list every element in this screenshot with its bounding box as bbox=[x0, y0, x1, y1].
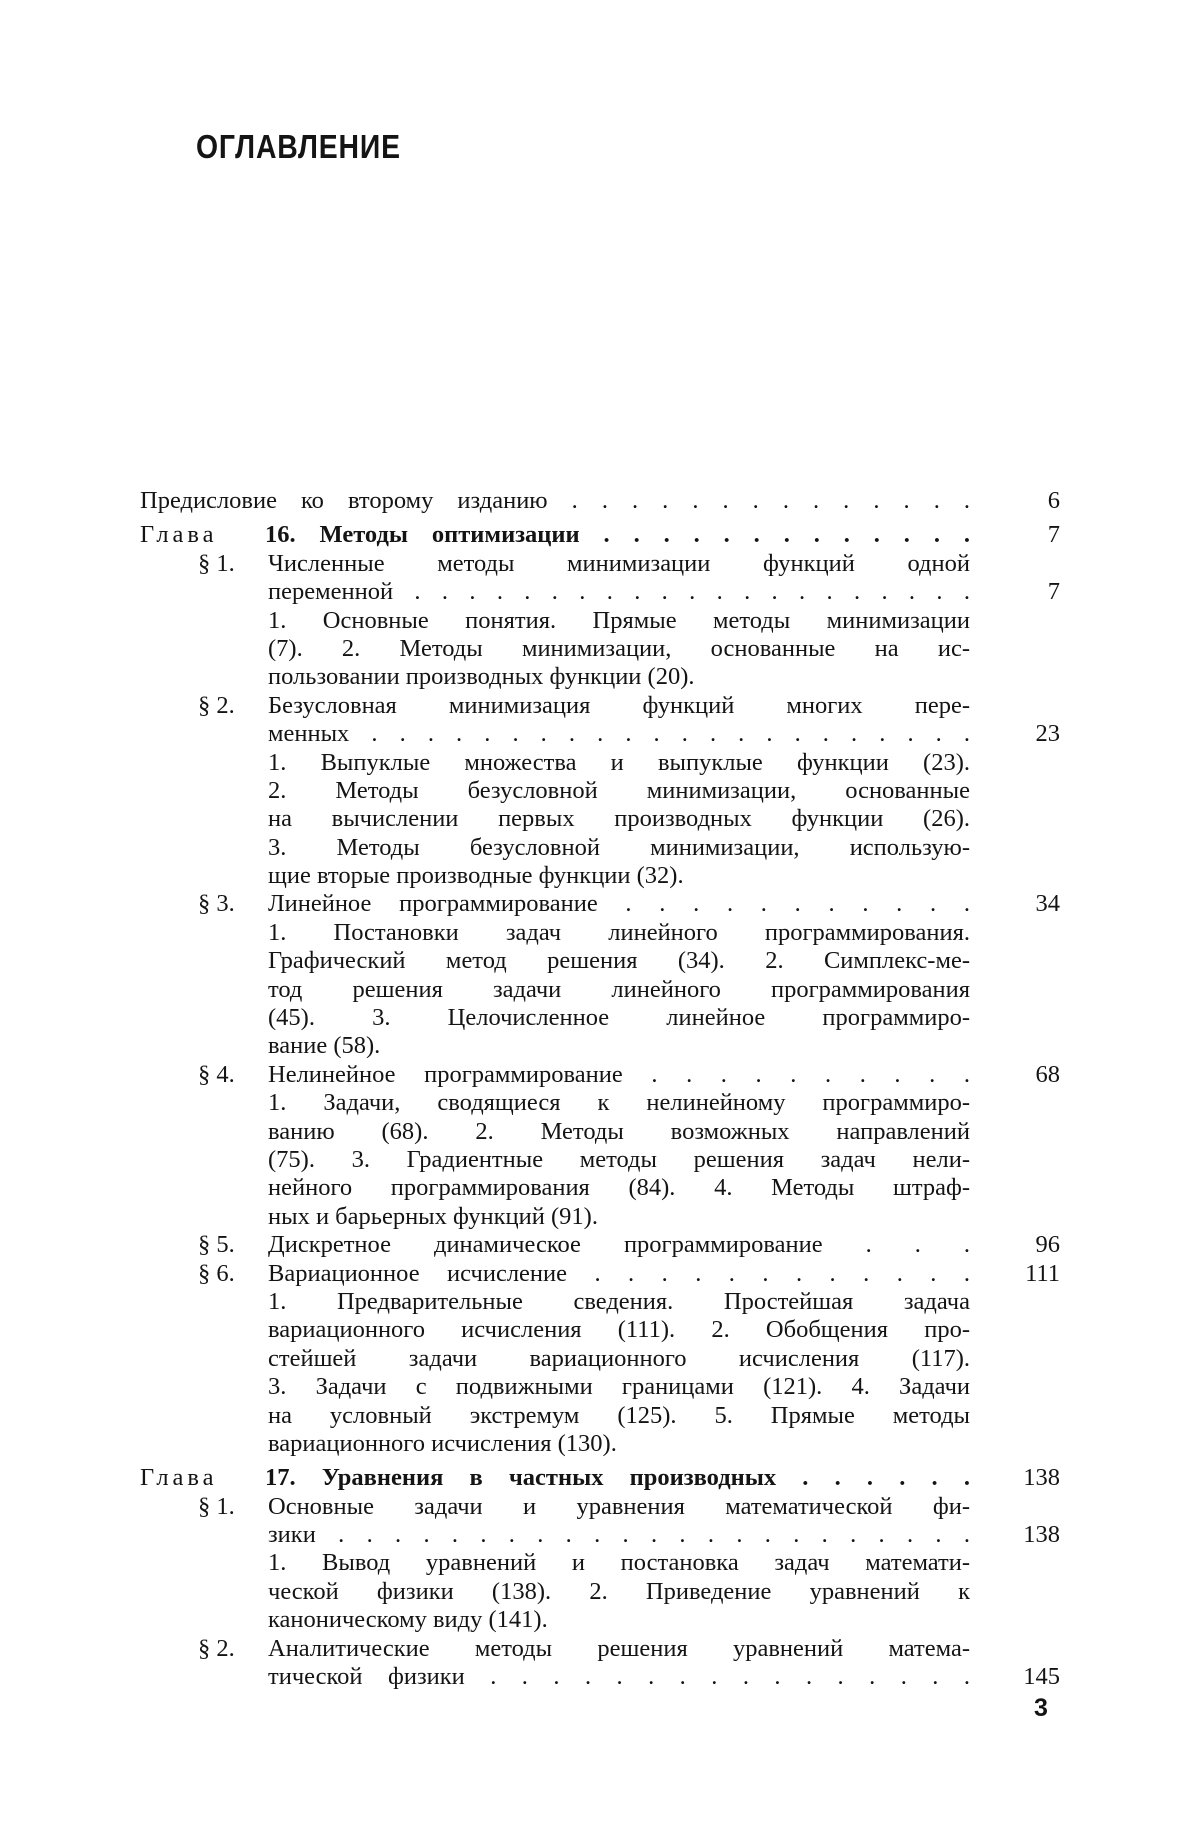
toc-entry-text: 1. Основные понятия. Прямые методы минимизации bbox=[268, 606, 970, 634]
toc-line bbox=[140, 1493, 1060, 1521]
toc-line bbox=[140, 862, 1060, 890]
section-number: § 2. bbox=[198, 1634, 235, 1662]
toc-entry-text: вание (58). bbox=[268, 1032, 381, 1060]
chapter-label: Глава bbox=[140, 521, 218, 549]
page-number: 3 bbox=[1034, 1694, 1048, 1722]
toc-line bbox=[140, 1203, 1060, 1231]
toc-entry-text: Основные задачи и уравнения математической фи- bbox=[268, 1492, 970, 1520]
chapter-title: 16. Методы оптимизации . . . . . . . . . . . . . bbox=[265, 521, 970, 549]
toc-page-number: 138 bbox=[1023, 1521, 1060, 1549]
toc-line bbox=[140, 1118, 1060, 1146]
toc-entry-text: стейшей задачи вариационного исчисления (117). bbox=[268, 1344, 970, 1372]
toc-line bbox=[140, 919, 1060, 947]
section-number: § 2. bbox=[198, 691, 235, 719]
toc-entry-text: Аналитические методы решения уравнений матема- bbox=[268, 1634, 970, 1662]
toc-line bbox=[140, 1606, 1060, 1634]
toc-line bbox=[140, 1316, 1060, 1344]
toc-entry-text: менных . . . . . . . . . . . . . . . . . . . . . . bbox=[268, 720, 970, 748]
toc-line bbox=[140, 777, 1060, 805]
toc-entry-text: пользовании производных функции (20). bbox=[268, 663, 695, 691]
toc-line bbox=[140, 487, 1060, 515]
toc-line bbox=[140, 521, 1060, 549]
toc-entry-text: 1. Задачи, сводящиеся к нелинейному программиро- bbox=[268, 1089, 970, 1117]
toc-entry-text: 1. Вывод уравнений и постановка задач математи- bbox=[268, 1549, 970, 1577]
chapter-label: Глава bbox=[140, 1464, 218, 1492]
toc-entry-text: 1. Постановки задач линейного программирования. bbox=[268, 918, 970, 946]
toc-line bbox=[140, 1231, 1060, 1259]
toc-line bbox=[140, 1464, 1060, 1492]
toc-entry-text: вариационного исчисления (111). 2. Обобщения про- bbox=[268, 1316, 970, 1344]
toc-page-number: 138 bbox=[1023, 1464, 1060, 1492]
section-number: § 1. bbox=[198, 1492, 235, 1520]
toc-line bbox=[140, 1061, 1060, 1089]
toc-entry-text: Линейное программирование . . . . . . . . . . . bbox=[268, 890, 970, 918]
toc-entry-text: 3. Методы безусловной минимизации, использую- bbox=[268, 833, 970, 861]
toc-entry-text: Численные методы минимизации функций одной bbox=[268, 549, 970, 577]
toc-entry-text: (45). 3. Целочисленное линейное программиро- bbox=[268, 1004, 970, 1032]
toc-entry-text: 1. Предварительные сведения. Простейшая задача bbox=[268, 1287, 970, 1315]
toc-line bbox=[140, 947, 1060, 975]
toc-entry-text: переменной . . . . . . . . . . . . . . . . . . . . . bbox=[268, 578, 970, 606]
toc-entry-text: тической физики . . . . . . . . . . . . . . . . bbox=[268, 1663, 970, 1691]
section-number: § 4. bbox=[198, 1060, 235, 1088]
toc-line bbox=[140, 692, 1060, 720]
toc-page-number: 111 bbox=[1025, 1259, 1060, 1287]
toc-entry-text: Дискретное динамическое программирование . . . bbox=[268, 1231, 970, 1259]
toc-line bbox=[140, 1635, 1060, 1663]
toc-line bbox=[140, 1345, 1060, 1373]
toc-line bbox=[140, 1032, 1060, 1060]
toc-line bbox=[140, 1521, 1060, 1549]
toc-entry-text: 1. Выпуклые множества и выпуклые функции (23). bbox=[268, 748, 970, 776]
toc-line bbox=[140, 976, 1060, 1004]
toc-line bbox=[140, 749, 1060, 777]
toc-line bbox=[140, 607, 1060, 635]
toc-entry-text: тод решения задачи линейного программирования bbox=[268, 975, 970, 1003]
toc-entry-text: Графический метод решения (34). 2. Симплекс-ме- bbox=[268, 947, 970, 975]
toc-line bbox=[140, 1373, 1060, 1401]
toc-entry-text: Безусловная минимизация функций многих пере- bbox=[268, 691, 970, 719]
toc-entry-text: 2. Методы безусловной минимизации, основанные bbox=[268, 776, 970, 804]
section-number: § 1. bbox=[198, 549, 235, 577]
toc-line bbox=[140, 1174, 1060, 1202]
toc-entry-text: Нелинейное программирование . . . . . . . . . . bbox=[268, 1060, 970, 1088]
toc-line bbox=[140, 805, 1060, 833]
toc-entry-text: каноническому виду (141). bbox=[268, 1606, 548, 1634]
toc-entry-text: 3. Задачи с подвижными границами (121). 4. Задачи bbox=[268, 1373, 970, 1401]
toc-page-number: 68 bbox=[1035, 1060, 1060, 1088]
toc-page-number: 7 bbox=[1047, 521, 1060, 549]
toc-line bbox=[140, 1288, 1060, 1316]
toc-entry-text: щие вторые производные функции (32). bbox=[268, 862, 684, 890]
section-number: § 5. bbox=[198, 1231, 235, 1259]
toc-entry-text: на вычислении первых производных функции (26). bbox=[268, 805, 970, 833]
toc-page-number: 145 bbox=[1023, 1663, 1060, 1691]
toc-line bbox=[140, 890, 1060, 918]
chapter-title: 17. Уравнения в частных производных . . . . . . bbox=[265, 1464, 970, 1492]
toc-line bbox=[140, 1260, 1060, 1288]
toc-line bbox=[140, 635, 1060, 663]
toc-entry-text: ных и барьерных функций (91). bbox=[268, 1202, 598, 1230]
toc-line bbox=[140, 550, 1060, 578]
toc-line bbox=[140, 834, 1060, 862]
toc-line bbox=[140, 1089, 1060, 1117]
toc-line bbox=[140, 663, 1060, 691]
toc-page-number: 96 bbox=[1035, 1231, 1060, 1259]
toc-page-number: 7 bbox=[1047, 578, 1060, 606]
toc-entry-text: нейного программирования (84). 4. Методы штраф- bbox=[268, 1174, 970, 1202]
toc-line bbox=[140, 1549, 1060, 1577]
page-title: ОГЛАВЛЕНИЕ bbox=[196, 128, 401, 165]
toc-entry-text: зики . . . . . . . . . . . . . . . . . . . . . . . bbox=[268, 1521, 970, 1549]
section-number: § 3. bbox=[198, 890, 235, 918]
toc-line bbox=[140, 578, 1060, 606]
toc-entry-text: (7). 2. Методы минимизации, основанные на ис- bbox=[268, 634, 970, 662]
toc-entry-text: на условный экстремум (125). 5. Прямые методы bbox=[268, 1401, 970, 1429]
toc-entry-text: вариационного исчисления (130). bbox=[268, 1429, 617, 1457]
toc-entry-text: ванию (68). 2. Методы возможных направлений bbox=[268, 1117, 970, 1145]
toc-line bbox=[140, 1578, 1060, 1606]
toc-entry-text: ческой физики (138). 2. Приведение уравнений к bbox=[268, 1577, 970, 1605]
section-number: § 6. bbox=[198, 1259, 235, 1287]
toc-entry-text: Вариационное исчисление . . . . . . . . . . . . bbox=[268, 1259, 970, 1287]
toc-entry-text: (75). 3. Градиентные методы решения задач нели- bbox=[268, 1145, 970, 1173]
table-of-contents bbox=[140, 487, 1060, 1691]
toc-page-number: 6 bbox=[1047, 487, 1060, 514]
toc-line bbox=[140, 1663, 1060, 1691]
toc-page-number: 34 bbox=[1035, 890, 1060, 918]
toc-line bbox=[140, 1004, 1060, 1032]
toc-line bbox=[140, 1430, 1060, 1458]
toc-line bbox=[140, 720, 1060, 748]
toc-line bbox=[140, 1146, 1060, 1174]
toc-page-number: 23 bbox=[1035, 720, 1060, 748]
toc-entry-text: Предисловие ко второму изданию . . . . . . . . . . . . . . bbox=[140, 487, 970, 514]
toc-line bbox=[140, 1402, 1060, 1430]
